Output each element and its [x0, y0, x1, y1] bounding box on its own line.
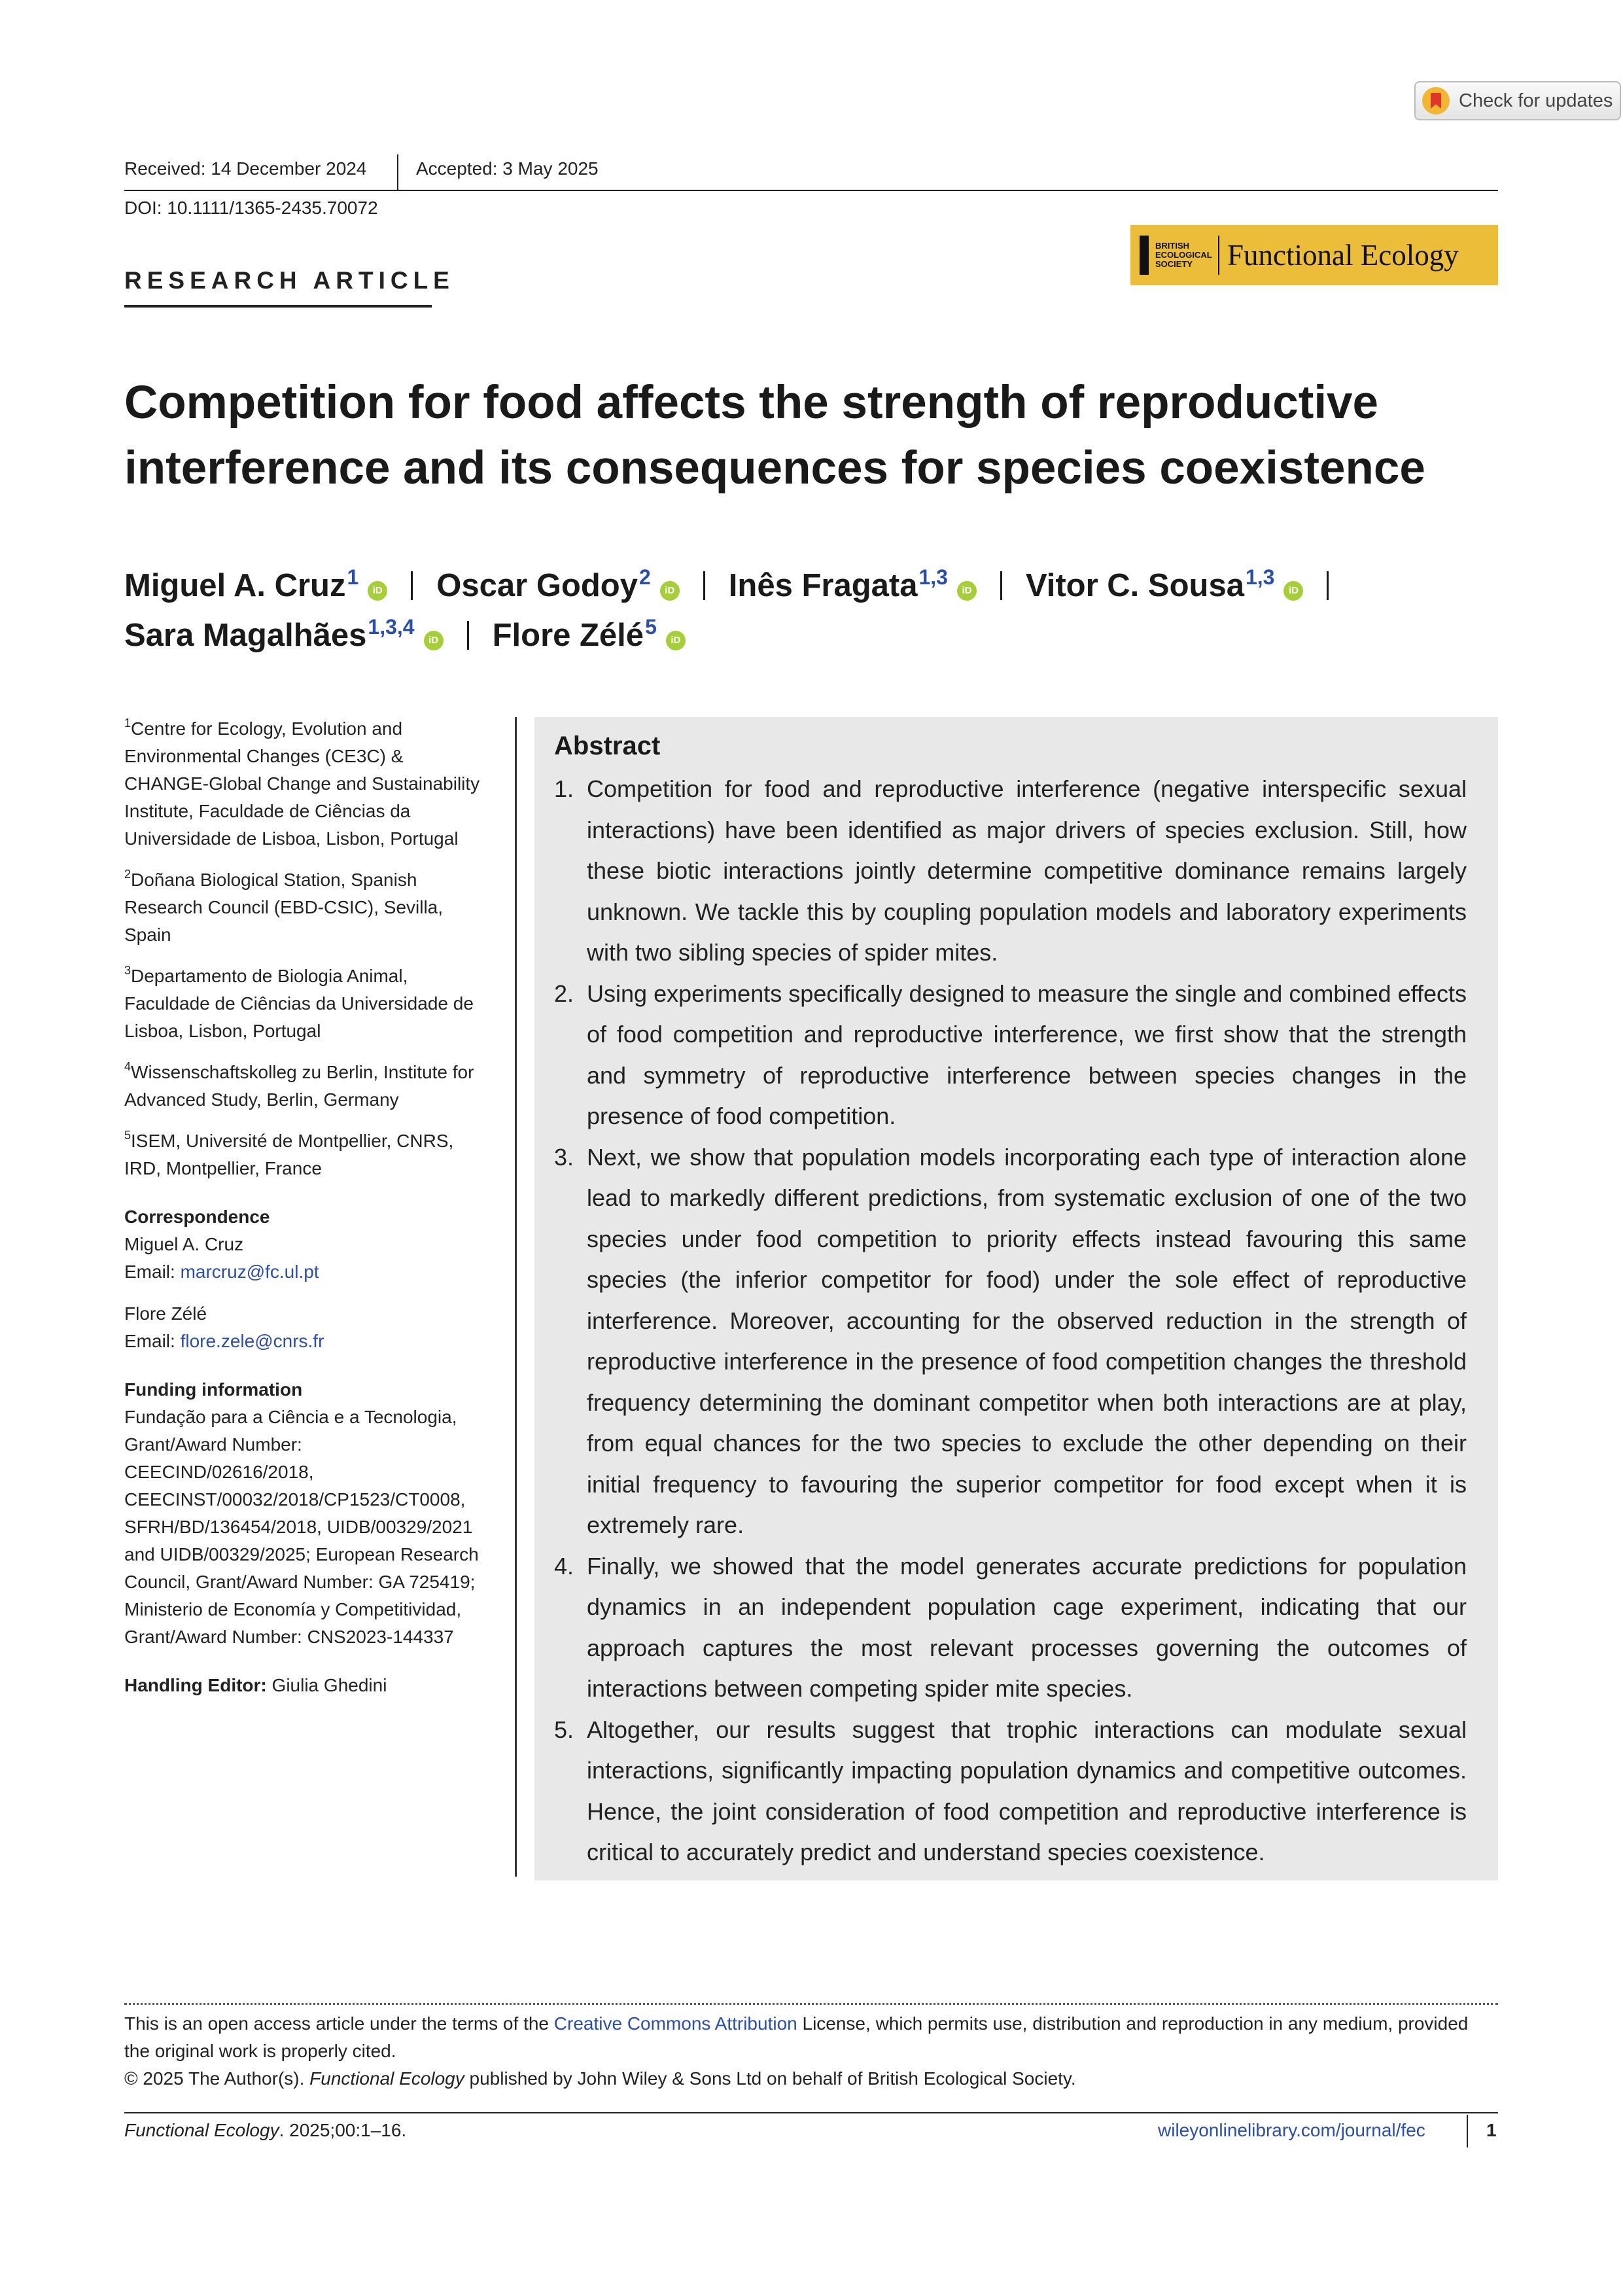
email-link[interactable]: marcruz@fc.ul.pt — [180, 1262, 319, 1282]
correspondence-name: Miguel A. Cruz — [124, 1234, 244, 1254]
doi[interactable]: DOI: 10.1111/1365-2435.70072 — [124, 198, 378, 218]
abstract-item: 5. Altogether, our results suggest that trophic interactions can modulate sexual interactions, significantly impacting population dynamics and competitive outcomes. Hence, the joint consideration of food competition and reproductive interference is critical to accurately predict and understand species coexistence. — [554, 1716, 1467, 1865]
handling-editor-label: Handling Editor: — [124, 1675, 267, 1695]
received-date: Received: 14 December 2024 — [124, 158, 367, 179]
author-separator — [703, 571, 705, 600]
correspondence-heading: Correspondence — [124, 1207, 270, 1227]
email-label: Email: — [124, 1331, 181, 1351]
funding-heading: Funding information — [124, 1379, 303, 1400]
article-type-underline — [124, 305, 432, 308]
author-separator — [1327, 571, 1329, 600]
header-rule — [124, 190, 1498, 191]
correspondence — [124, 1203, 491, 1355]
abstract-heading: Abstract — [554, 732, 661, 760]
author-separator — [467, 621, 469, 650]
author[interactable]: Vitor C. Sousa$^{1,3}$iD — [1026, 568, 1304, 603]
bes-logo-icon — [1140, 236, 1149, 275]
check-for-updates-label: Check for updates — [1459, 90, 1613, 111]
correspondence-name: Flore Zélé — [124, 1303, 207, 1324]
affiliation: $^4$Wissenschaftskolleg zu Berlin, Institute for Advanced Study, Berlin, Germany — [124, 1060, 474, 1110]
author-affiliation: 1 — [347, 565, 359, 589]
affiliation: $^1$Centre for Ecology, Evolution and Environmental Changes (CE3C) & CHANGE-Global Change and Sustainability Institute, Faculdade de Ciências da Universidade de Lisboa, Lisbon, Portugal — [124, 716, 480, 849]
orcid-icon[interactable]: iD — [666, 631, 686, 650]
author-separator — [1000, 571, 1002, 600]
society-name: BRITISH ECOLOGICAL SOCIETY — [1155, 241, 1212, 269]
footer-dotted-rule — [124, 2003, 1498, 2005]
page-number: 1 — [1486, 2120, 1497, 2140]
author[interactable]: Oscar Godoy$^2$iD — [436, 568, 680, 603]
abstract-list — [554, 769, 1467, 1873]
abstract-box — [534, 717, 1498, 1881]
author-separator — [411, 571, 413, 600]
funding-information — [124, 1376, 491, 1651]
handling-editor-name: Giulia Ghedini — [271, 1675, 387, 1695]
funding-text: Fundação para a Ciência e a Tecnologia, Grant/Award Number: CEECIND/02616/2018, CEECINST/00032/2018/CP1523/CT0008, SFRH/BD/136454/2018, UIDB/00329/2021 and UIDB/00329/2025; European Research Council, Grant/Award Number: GA 725419; Ministerio de Economía y Competitividad, Grant/Award Number: CNS2023-144337 — [124, 1407, 479, 1647]
abstract-item: 4. Finally, we showed that the model generates accurate predictions for population dynamics in an independent population cage experiment, indicating that our approach captures the most relevant processes governing the outcomes of interactions between competing spider mite species. — [554, 1552, 1467, 1702]
author[interactable]: Inês Fragata$^{1,3}$iD — [729, 568, 977, 603]
logo-divider — [1218, 236, 1219, 275]
journal-logo[interactable] — [1130, 225, 1498, 285]
column-divider — [515, 717, 517, 1877]
footer-rule — [124, 2112, 1498, 2113]
author-affiliation: 5 — [645, 615, 657, 639]
journal-website-link[interactable]: wileyonlinelibrary.com/journal/fec — [1158, 2120, 1425, 2140]
affiliation: $^2$Doñana Biological Station, Spanish Research Council (EBD-CSIC), Sevilla, Spain — [124, 868, 444, 945]
article-title: Competition for food affects the strength of reproductive interference and its consequences for species coexistence — [124, 377, 1425, 494]
header-divider — [397, 154, 398, 190]
email-label: Email: — [124, 1262, 181, 1282]
journal-name: Functional Ecology — [1227, 239, 1459, 272]
author-line-2 — [124, 602, 1498, 660]
article-type: RESEARCH ARTICLE — [124, 267, 455, 294]
affiliation: $^5$ISEM, Université de Montpellier, CNRS, IRD, Montpellier, France — [124, 1129, 454, 1178]
check-for-updates-button[interactable] — [1414, 81, 1621, 120]
abstract-item: 3. Next, we show that population models incorporating each type of interaction alone lead to markedly different predictions, from systematic exclusion of one of the two species under food competition to priority effects instead favouring this same species (the inferior competitor for food) under the sole effect of reproductive interference. Moreover, accounting for the observed reduction in the strength of reproductive interference in the presence of food competition changes the threshold frequency determining the dominant competitor when both interactions are at play, from equal chances for the two species to exclude the other depending on their initial frequency to favouring the superior competitor for food except when it is extremely rare. — [554, 1143, 1467, 1538]
orcid-icon[interactable]: iD — [368, 581, 387, 601]
affiliation: $^3$Departamento de Biologia Animal, Faculdade de Ciências da Universidade de Lisboa, Lisbon, Portugal — [124, 964, 474, 1041]
accepted-date: Accepted: 3 May 2025 — [416, 158, 599, 179]
author-affiliation: 1,3 — [1245, 565, 1275, 589]
cc-license-link[interactable]: Creative Commons Attribution — [553, 2013, 797, 2034]
orcid-icon[interactable]: iD — [424, 631, 444, 650]
orcid-icon[interactable]: iD — [660, 581, 680, 601]
author-affiliation: 1,3 — [918, 565, 948, 589]
license-notice: This is an open access article under the terms of the Creative Commons Attribution License, which permits use, distribution and reproduction in any medium, provided the original work is properly cited. © 2025 The Author(s). Functional Ecology published by John Wiley & Sons Ltd on behalf of British Ecological Society. — [124, 2013, 1469, 2089]
handling-editor — [124, 1672, 491, 1699]
author[interactable]: Flore Zélé$^5$iD — [493, 618, 686, 653]
journal-citation: Functional Ecology. 2025;00:1–16. — [124, 2120, 407, 2140]
author[interactable]: Miguel A. Cruz$^1$iD — [124, 568, 387, 603]
author-affiliation: 1,3,4 — [368, 615, 415, 639]
orcid-icon[interactable]: iD — [1283, 581, 1303, 601]
sidebar — [124, 709, 491, 1699]
email-link[interactable]: flore.zele@cnrs.fr — [180, 1331, 324, 1351]
author-affiliation: 2 — [638, 565, 651, 589]
orcid-icon[interactable]: iD — [957, 581, 977, 601]
author[interactable]: Sara Magalhães$^{1,3,4}$iD — [124, 618, 444, 653]
page-number-divider — [1467, 2115, 1468, 2147]
abstract-item: 1. Competition for food and reproductive interference (negative interspecific sexual interactions) have been identified as major drivers of species exclusion. Still, how these biotic interactions jointly determine competitive dominance remains largely unknown. We tackle this by coupling population models and laboratory experiments with two sibling species of spider mites. — [554, 775, 1467, 966]
bookmark-icon — [1422, 87, 1450, 115]
abstract-item: 2. Using experiments specifically designed to measure the single and combined effects of food competition and reproductive interference, we first show that the strength and symmetry of reproductive interference between species changes in the presence of food competition. — [554, 980, 1467, 1129]
